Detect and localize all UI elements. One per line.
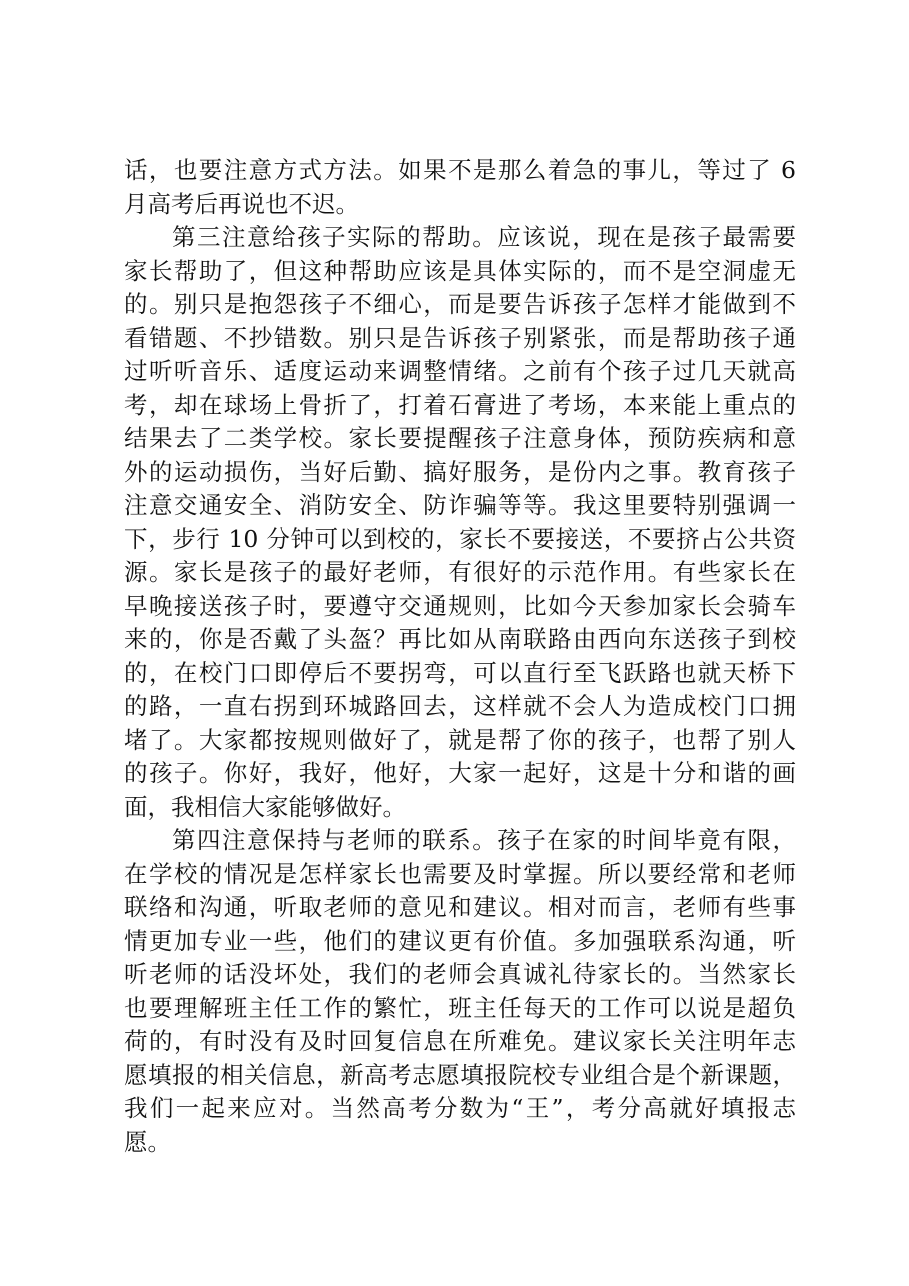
text-line: 结果去了二类学校。家长要提醒孩子注意身体，预防疾病和意 xyxy=(124,424,796,452)
text-line: 来的，你是否戴了头盔？再比如从南联路由西向东送孩子到校 xyxy=(124,625,796,653)
paragraph-start-line: 第四注意保持与老师的联系。孩子在家的时间毕竟有限， xyxy=(172,826,796,854)
text-line: 联络和沟通，听取老师的意见和建议。相对而言，老师有些事 xyxy=(124,893,796,921)
text-line: 看错题、不抄错数。别只是告诉孩子别紧张，而是帮助孩子通 xyxy=(124,324,796,352)
text-line: 的，在校门口即停后不要拐弯，可以直行至飞跃路也就天桥下 xyxy=(124,659,796,687)
text-line: 下，步行 10 分钟可以到校的，家长不要接送，不要挤占公共资 xyxy=(124,525,796,553)
text-line: 也要理解班主任工作的繁忙，班主任每天的工作可以说是超负 xyxy=(124,994,796,1022)
text-line: 注意交通安全、消防安全、防诈骗等等。我这里要特别强调一 xyxy=(124,491,796,519)
text-line: 在学校的情况是怎样家长也需要及时掌握。所以要经常和老师 xyxy=(124,860,796,888)
text-line: 话，也要注意方式方法。如果不是那么着急的事儿，等过了 6 xyxy=(124,156,796,184)
text-line: 面，我相信大家能够做好。 xyxy=(124,793,406,821)
text-line: 月高考后再说也不迟。 xyxy=(124,190,359,218)
text-line: 的路，一直右拐到环城路回去，这样就不会人为造成校门口拥 xyxy=(124,692,796,720)
text-line: 源。家长是孩子的最好老师，有很好的示范作用。有些家长在 xyxy=(124,558,796,586)
text-line: 愿填报的相关信息，新高考志愿填报院校专业组合是个新课题， xyxy=(124,1061,796,1089)
text-line: 考，却在球场上骨折了，打着石膏进了考场，本来能上重点的 xyxy=(124,391,796,419)
text-line: 堵了。大家都按规则做好了，就是帮了你的孩子，也帮了别人 xyxy=(124,726,796,754)
paragraph-start-line: 第三注意给孩子实际的帮助。应该说，现在是孩子最需要 xyxy=(172,223,796,251)
text-line: 外的运动损伤，当好后勤、搞好服务，是份内之事。教育孩子 xyxy=(124,458,796,486)
text-line: 愿。 xyxy=(124,1128,171,1156)
text-line: 我们一起来应对。当然高考分数为“王”，考分高就好填报志 xyxy=(124,1094,796,1122)
text-line: 过听听音乐、适度运动来调整情绪。之前有个孩子过几天就高 xyxy=(124,357,796,385)
text-line: 荷的，有时没有及时回复信息在所难免。建议家长关注明年志 xyxy=(124,1027,796,1055)
document-page xyxy=(124,0,796,1286)
text-line: 家长帮助了，但这种帮助应该是具体实际的，而不是空洞虚无 xyxy=(124,257,796,285)
text-line: 的。别只是抱怨孩子不细心，而是要告诉孩子怎样才能做到不 xyxy=(124,290,796,318)
text-line: 听老师的话没坏处，我们的老师会真诚礼待家长的。当然家长 xyxy=(124,960,796,988)
text-line: 情更加专业一些，他们的建议更有价值。多加强联系沟通，听 xyxy=(124,927,796,955)
text-line: 的孩子。你好，我好，他好，大家一起好，这是十分和谐的画 xyxy=(124,759,796,787)
text-line: 早晚接送孩子时，要遵守交通规则，比如今天参加家长会骑车 xyxy=(124,592,796,620)
